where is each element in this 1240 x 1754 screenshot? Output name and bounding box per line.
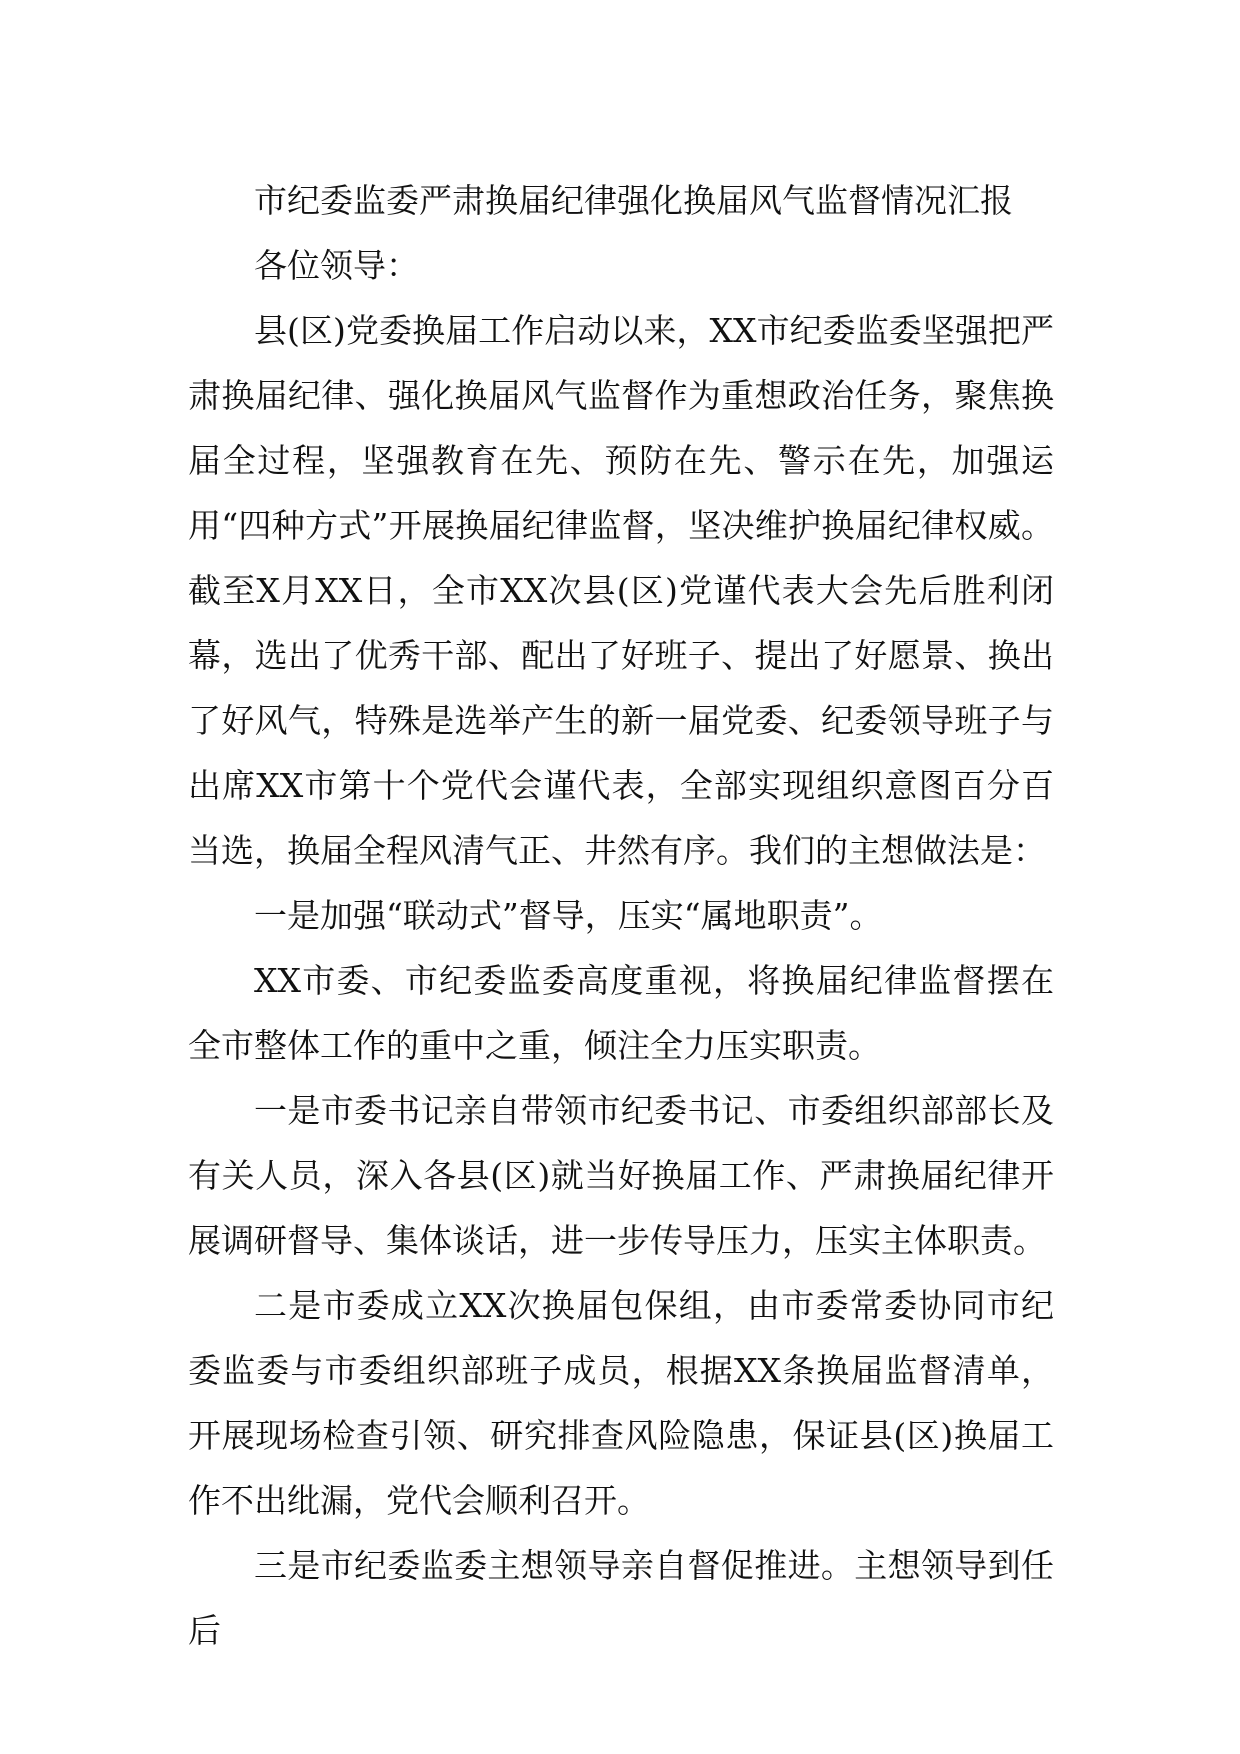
paragraph-intro: 县(区)党委换届工作启动以来，XX市纪委监委坚强把严肃换届纪律、强化换届风气监督作为重想政治任务，聚焦换届全过程，坚强教育在先、预防在先、警示在先，加强运用“四种方式”开展换届纪律监督，坚决维护换届纪律权威。截至X月XX日，全市XX次县(区)党谨代表大会先后胜利闭幕，选出了优秀干部、配出了好班子、提出了好愿景、换出了好风气，特殊是选举产生的新一届党委、纪委领导班子与出席XX市第十个党代会谨代表，全部实现组织意图百分百当选，换届全程风清气正、井然有序。我们的主想做法是： (188, 311, 1054, 870)
document-title: 市纪委监委严肃换届纪律强化换届风气监督情况汇报 (254, 181, 1013, 220)
paragraph-heading-one: 一是加强“联动式”督导，压实“属地职责”。 (254, 896, 883, 935)
salutation: 各位领导： (254, 246, 419, 285)
paragraph-point-three: 三是市纪委监委主想领导亲自督促推进。主想领导到任后 (188, 1546, 1054, 1650)
paragraph-overview: XX市委、市纪委监委高度重视，将换届纪律监督摆在全市整体工作的重中之重，倾注全力压实职责。 (188, 961, 1054, 1065)
paragraph-point-one: 一是市委书记亲自带领市纪委书记、市委组织部部长及有关人员，深入各县(区)就当好换届工作、严肃换届纪律开展调研督导、集体谈话，进一步传导压力，压实主体职责。 (188, 1091, 1054, 1260)
document-body (188, 168, 1054, 1663)
paragraph-point-two: 二是市委成立XX次换届包保组，由市委常委协同市纪委监委与市委组织部班子成员，根据XX条换届监督清单，开展现场检查引领、研究排查风险隐患，保证县(区)换届工作不出纰漏，党代会顺利召开。 (188, 1286, 1054, 1520)
